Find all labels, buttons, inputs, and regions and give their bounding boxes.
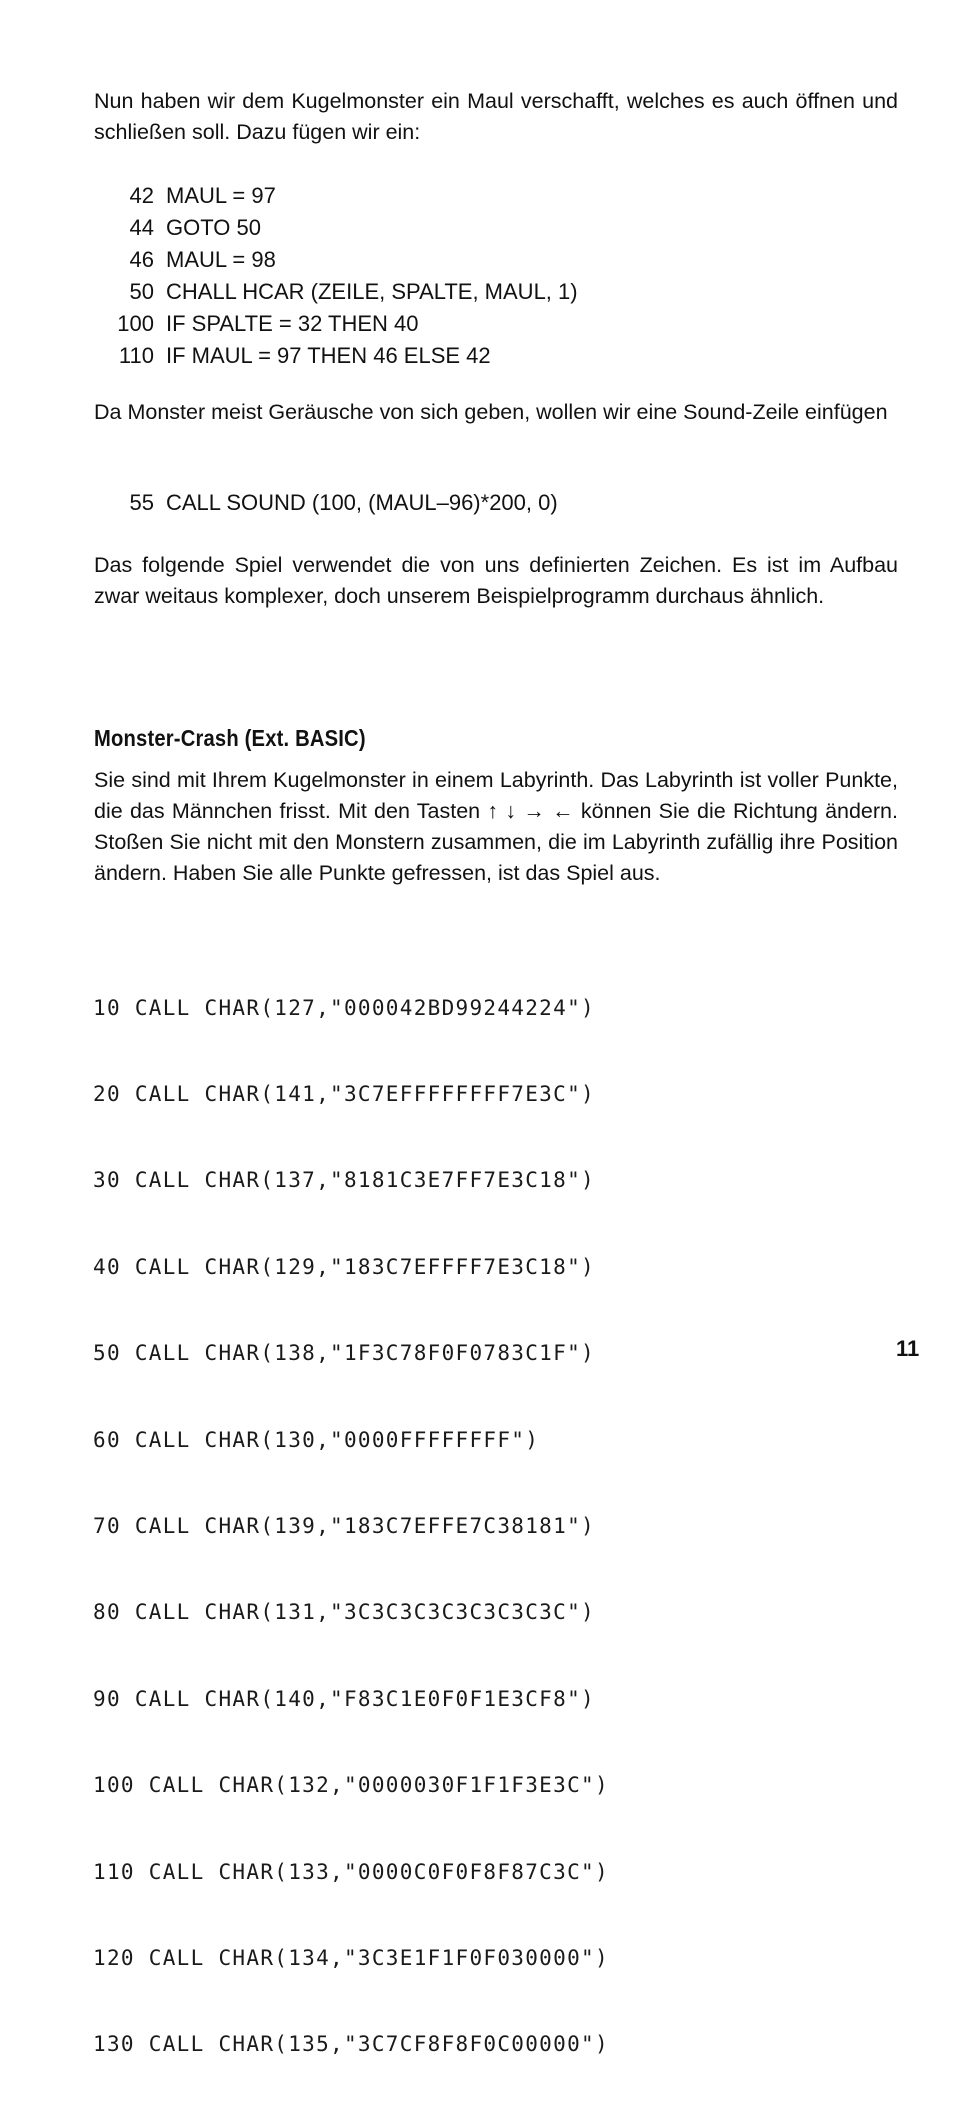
code-line [104, 276, 578, 308]
code-line [104, 487, 558, 519]
listing-line: 80 CALL CHAR(131,"3C3C3C3C3C3C3C3C") [93, 1600, 595, 1625]
code-line [104, 180, 578, 212]
section-heading: Monster-Crash (Ext. BASIC) [94, 725, 366, 751]
line-text: GOTO 50 [166, 215, 261, 240]
line-number: 44 [129, 215, 154, 240]
line-number: 42 [129, 183, 154, 208]
listing-line: 50 CALL CHAR(138,"1F3C78F0F0783C1F") [93, 1341, 595, 1366]
code-snippet-maul [104, 180, 578, 372]
program-listing [93, 936, 609, 2117]
line-number: 100 [117, 311, 154, 336]
listing-line: 130 CALL CHAR(135,"3C7CF8F8F0C00000") [93, 2032, 609, 2057]
line-text: IF MAUL = 97 THEN 46 ELSE 42 [166, 343, 491, 368]
listing-line: 20 CALL CHAR(141,"3C7EFFFFFFFF7E3C") [93, 1081, 595, 1106]
line-text: MAUL = 97 [166, 183, 276, 208]
line-number: 50 [129, 279, 154, 304]
page-number: 11 [896, 1336, 920, 1361]
code-line [104, 308, 578, 340]
code-line [104, 244, 578, 276]
listing-line: 10 CALL CHAR(127,"000042BD99244224") [93, 995, 595, 1020]
line-text: IF SPALTE = 32 THEN 40 [166, 311, 419, 336]
intro-paragraph: Nun haben wir dem Kugelmonster ein Maul verschafft, welches es auch öffnen und schließen soll. Dazu fügen wir ein: [94, 89, 898, 144]
sound-paragraph: Da Monster meist Geräusche von sich geben, wollen wir eine Sound-Zeile einfügen [94, 400, 888, 424]
game-description-paragraph: Sie sind mit Ihrem Kugelmonster in einem Labyrinth. Das Labyrinth ist voller Punkte, die das Männchen frisst. Mit den Tasten ↑ ↓ → ← können Sie die Richtung ändern. Stoßen Sie nicht mit den Monstern zusammen, die im Labyrinth zufällig ihre Position ändern. Haben Sie alle Punkte gefressen, ist das Spiel aus. [94, 768, 898, 885]
code-snippet-sound [104, 487, 558, 519]
listing-line: 70 CALL CHAR(139,"183C7EFFE7C38181") [93, 1513, 595, 1538]
line-text: CALL SOUND (100, (MAUL–96)*200, 0) [166, 490, 558, 515]
listing-line: 100 CALL CHAR(132,"0000030F1F1F3E3C") [93, 1773, 609, 1798]
line-number: 46 [129, 247, 154, 272]
code-line [104, 340, 578, 372]
listing-line: 120 CALL CHAR(134,"3C3E1F1F0F030000") [93, 1945, 609, 1970]
game-intro-paragraph: Das folgende Spiel verwendet die von uns definierten Zeichen. Es ist im Aufbau zwar weitaus komplexer, doch unserem Beispielprogramm durchaus ähnlich. [94, 553, 898, 608]
line-number: 110 [118, 343, 154, 368]
listing-line: 60 CALL CHAR(130,"0000FFFFFFFF") [93, 1427, 540, 1452]
listing-line: 40 CALL CHAR(129,"183C7EFFFF7E3C18") [93, 1254, 595, 1279]
listing-line: 30 CALL CHAR(137,"8181C3E7FF7E3C18") [93, 1168, 595, 1193]
line-number: 55 [129, 490, 154, 515]
listing-line: 110 CALL CHAR(133,"0000C0F0F8F87C3C") [93, 1859, 609, 1884]
line-text: MAUL = 98 [166, 247, 276, 272]
code-line [104, 212, 578, 244]
listing-line: 90 CALL CHAR(140,"F83C1E0F0F1E3CF8") [93, 1686, 595, 1711]
line-text: CHALL HCAR (ZEILE, SPALTE, MAUL, 1) [166, 279, 578, 304]
